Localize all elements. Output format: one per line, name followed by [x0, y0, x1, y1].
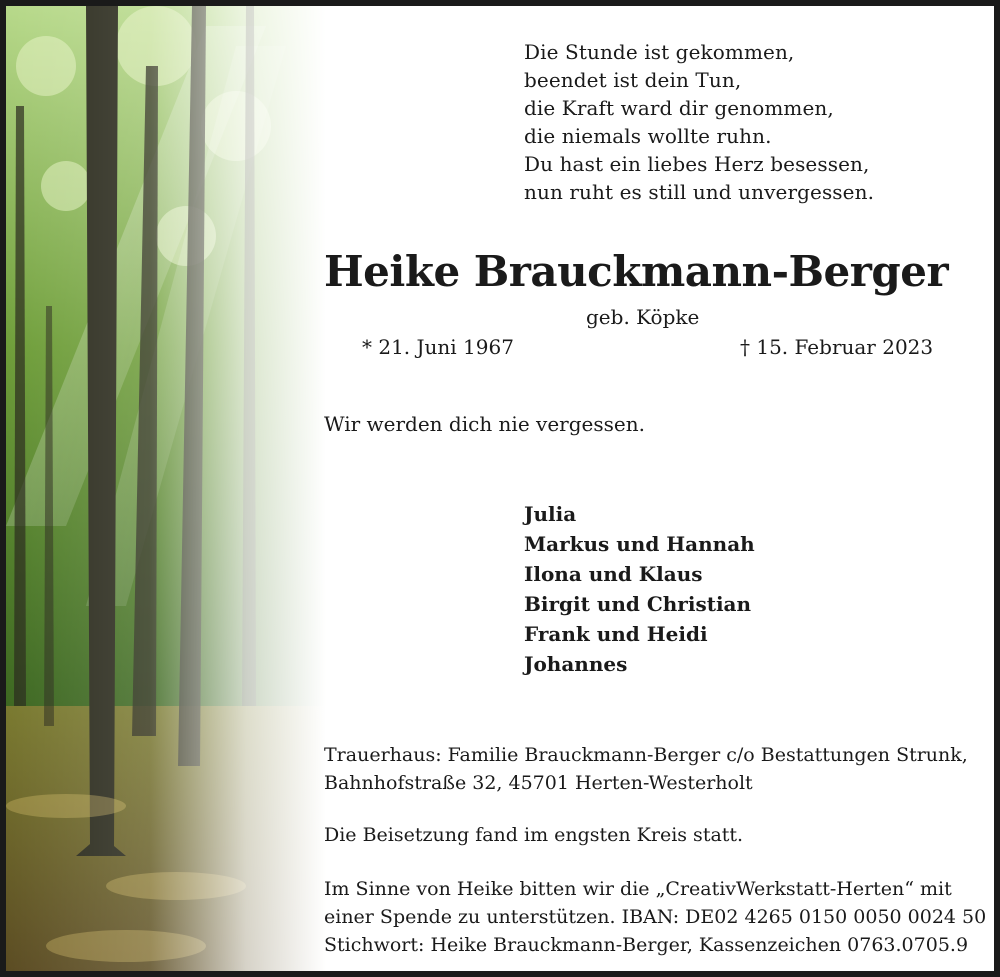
poem-line: nun ruht es still und unvergessen.: [524, 180, 875, 204]
birth-date: * 21. Juni 1967: [362, 335, 514, 359]
deceased-name: Heike Brauckmann-Berger: [324, 247, 949, 296]
poem-line: Die Stunde ist gekommen,: [524, 40, 795, 64]
mourner-name: Ilona und Klaus: [524, 562, 703, 586]
donation-line: Im Sinne von Heike bitten wir die „CreativWerkstatt-Herten“ mit: [324, 878, 952, 900]
poem-line: die Kraft ward dir genommen,: [524, 96, 834, 120]
mourner-name: Birgit und Christian: [524, 592, 752, 616]
address-line: Trauerhaus: Familie Brauckmann-Berger c/o Bestattungen Strunk,: [324, 744, 968, 766]
funeral-note: Die Beisetzung fand im engsten Kreis statt.: [324, 824, 744, 846]
poem: [524, 38, 874, 206]
mourner-name: Julia: [524, 502, 577, 526]
poem-line: Du hast ein liebes Herz besessen,: [524, 152, 870, 176]
maiden-name: geb. Köpke: [586, 305, 700, 329]
mourner-name: Markus und Hannah: [524, 532, 755, 556]
mourning-house-address: [324, 741, 968, 797]
mourner-name: Frank und Heidi: [524, 622, 708, 646]
poem-line: beendet ist dein Tun,: [524, 68, 742, 92]
mourners-list: [524, 499, 755, 679]
poem-line: die niemals wollte ruhn.: [524, 124, 772, 148]
address-line: Bahnhofstraße 32, 45701 Herten-Westerholt: [324, 772, 753, 794]
donation-request: [324, 875, 986, 959]
forest-image: [6, 6, 326, 977]
farewell-text: Wir werden dich nie vergessen.: [324, 412, 645, 436]
mourner-name: Johannes: [524, 652, 628, 676]
donation-line: Stichwort: Heike Brauckmann-Berger, Kassenzeichen 0763.0705.9: [324, 934, 969, 956]
death-date: † 15. Februar 2023: [740, 335, 934, 359]
donation-line: einer Spende zu unterstützen. IBAN: DE02 4265 0150 0050 0024 50: [324, 906, 987, 928]
